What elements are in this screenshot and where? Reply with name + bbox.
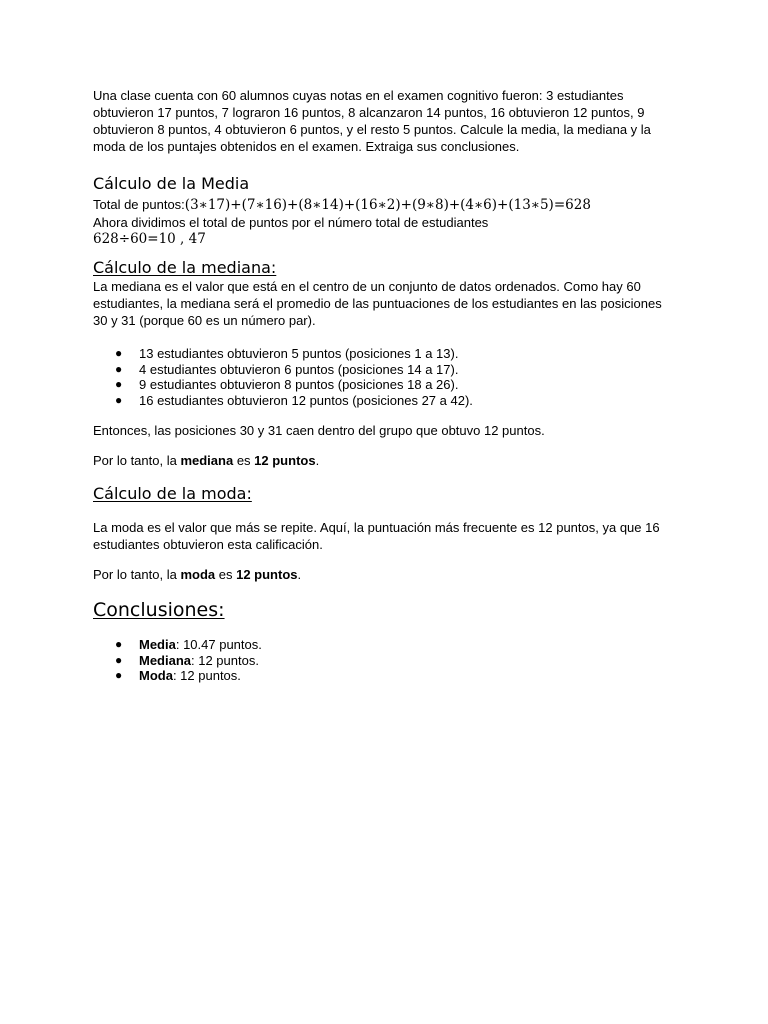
conclusiones-heading: Conclusiones:: [93, 599, 225, 621]
list-item: [93, 346, 678, 362]
bullet-icon: ●: [115, 346, 123, 360]
mediana-result-end: .: [315, 453, 320, 468]
list-item: [93, 377, 678, 393]
mediana-list: [93, 346, 678, 408]
division-formula: 628÷60=10 , 47: [93, 231, 206, 247]
document-content: [93, 87, 678, 684]
list-item: [93, 393, 678, 409]
conclusion-value: : 12 puntos.: [191, 652, 259, 668]
total-points-line: [93, 196, 678, 214]
mediana-result-mid: es: [233, 453, 255, 468]
conclusion-value: : 10.47 puntos.: [175, 637, 262, 652]
moda-result-value: 12 puntos: [236, 567, 298, 582]
bullet-icon: ●: [115, 668, 123, 682]
mediana-heading: Cálculo de la mediana:: [93, 258, 277, 277]
moda-heading: Cálculo de la moda:: [93, 484, 252, 503]
bullet-icon: ●: [115, 377, 123, 391]
bullet-icon: ●: [115, 637, 123, 651]
moda-result-prefix: Por lo tanto, la: [93, 567, 181, 582]
mediana-result: [93, 452, 678, 469]
list-item-text: 4 estudiantes obtuvieron 6 puntos (posiciones 14 a 17).: [139, 361, 459, 377]
list-item-text: 16 estudiantes obtuvieron 12 puntos (posiciones 27 a 42).: [139, 392, 473, 408]
conclusiones-list: [93, 637, 678, 684]
list-item-text: 9 estudiantes obtuvieron 8 puntos (posiciones 18 a 26).: [139, 377, 459, 392]
media-heading: Cálculo de la Media: [93, 174, 250, 193]
total-label: Total de puntos:: [93, 197, 185, 212]
list-item: [93, 668, 678, 684]
bullet-icon: ●: [115, 392, 123, 407]
list-item: [93, 637, 678, 653]
mediana-then-text: Entonces, las posiciones 30 y 31 caen dentro del grupo que obtuvo 12 puntos.: [93, 423, 545, 438]
list-item: [93, 653, 678, 669]
conclusion-value: : 12 puntos.: [172, 668, 241, 683]
moda-result-end: .: [297, 567, 302, 582]
bullet-icon: ●: [115, 652, 123, 667]
intro-paragraph: Una clase cuenta con 60 alumnos cuyas notas en el examen cognitivo fueron: 3 estudiantes obtuvieron 17 puntos, 7 lograron 16 puntos, 8 alcanzaron 14 puntos, 16 obtuvieron 12 puntos, 9 obtuvieron 8 puntos, 4 obtuvieron 6 puntos, y el resto 5 puntos. Calcule la media, la mediana y la moda de los puntajes obtenidos en el examen. Extraiga sus conclusiones.: [93, 88, 651, 154]
conclusion-term: Mediana: [139, 652, 192, 668]
conclusion-term: Media: [139, 637, 176, 652]
conclusion-term: Moda: [139, 668, 173, 683]
moda-result: [93, 566, 678, 583]
moda-explanation: La moda es el valor que más se repite. Aquí, la puntuación más frecuente es 12 puntos, ya que 16 estudiantes obtuvieron esta calificación.: [93, 520, 660, 552]
list-item-text: 13 estudiantes obtuvieron 5 puntos (posiciones 1 a 13).: [139, 346, 459, 361]
total-formula: (3∗17)+(7∗16)+(8∗14)+(16∗2)+(9∗8)+(4∗6)+(13∗5)=628: [184, 197, 591, 213]
mediana-result-prefix: Por lo tanto, la: [93, 453, 181, 468]
bullet-icon: ●: [115, 361, 123, 376]
mediana-result-value: 12 puntos: [254, 453, 316, 468]
moda-result-term: moda: [180, 567, 216, 582]
mediana-explanation: La mediana es el valor que está en el centro de un conjunto de datos ordenados. Como hay 60 estudiantes, la mediana será el promedio de las puntuaciones de los estudiantes en las posiciones 30 y 31 (porque 60 es un número par).: [93, 279, 662, 328]
moda-result-mid: es: [215, 567, 237, 582]
mediana-result-term: mediana: [180, 453, 234, 468]
divide-text: Ahora dividimos el total de puntos por el número total de estudiantes: [93, 215, 489, 230]
list-item: [93, 362, 678, 378]
